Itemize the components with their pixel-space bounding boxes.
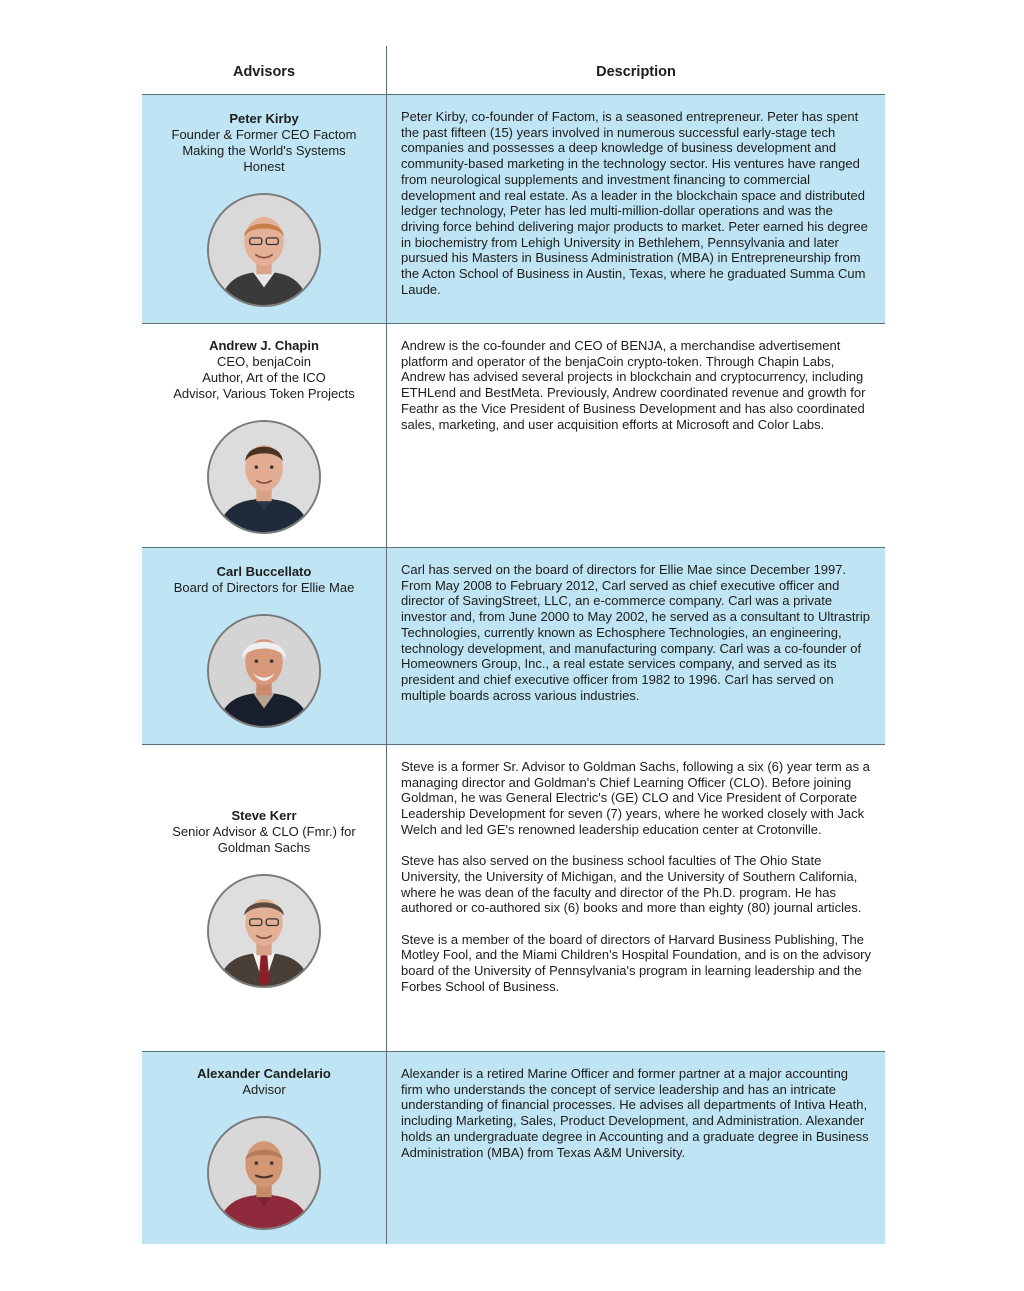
- advisor-description: [387, 95, 885, 323]
- advisor-description: [387, 1052, 885, 1244]
- portrait-icon: [209, 195, 319, 305]
- table-header: [142, 46, 885, 95]
- advisor-description: [387, 745, 885, 1051]
- advisor-name: Andrew J. Chapin: [209, 338, 319, 353]
- advisors-table: [142, 46, 885, 1244]
- advisor-title-line: Board of Directors for Ellie Mae: [173, 580, 355, 595]
- portrait-icon: [209, 422, 319, 532]
- advisor-description: [387, 324, 885, 547]
- table-row: [142, 745, 885, 1052]
- advisor-cell: [142, 324, 387, 547]
- advisor-cell: [142, 548, 387, 744]
- description-paragraph: Alexander is a retired Marine Officer and former partner at a major accounting firm who understands the concept of service leadership and has an intricate understanding of financial processes. He advises all departments of Intiva Heath, including Marketing, Sales, Product Development, and Administration. Alexander holds an undergraduate degree in Accounting and a graduate degree in Business Administration (MBA) from Texas A&M University.: [401, 1066, 869, 1160]
- portrait-icon: [209, 1118, 319, 1228]
- description-paragraph: Andrew is the co-founder and CEO of BENJA, a merchandise advertisement platform and operator of the benjaCoin crypto-token. Through Chapin Labs, Andrew has advised several projects in blockchain and cryptocurrency, including ETHLend and BestMeta. Previously, Andrew coordinated revenue and growth for Feathr as the Vice President of Business Development and has also coordinated sales, marketing, and user acquisition efforts at Microsoft and Color Labs.: [401, 338, 866, 432]
- portrait-icon: [209, 616, 319, 726]
- description-paragraph: Carl has served on the board of directors for Ellie Mae since December 1997. From May 2008 to February 2012, Carl served as chief executive officer and director of SavingStreet, LLC, an e-commerce company. Carl was a private investor and, from June 2000 to May 2002, he served as a consultant to Ultrastrip Technologies, currently known as Echosphere Technologies, an engineering, technology development, and manufacturing company. Carl was a co-founder of Homeowners Group, Inc., a real estate services company, and served as its president and chief executive officer from 1982 to 1996. Carl has served on multiple boards across various industries.: [401, 562, 870, 703]
- advisor-title-line: Advisor: [242, 1082, 286, 1097]
- advisor-photo: [207, 874, 321, 988]
- advisor-photo: [207, 420, 321, 534]
- advisor-photo: [207, 614, 321, 728]
- table-row: [142, 1052, 885, 1244]
- advisor-photo: [207, 193, 321, 307]
- advisor-cell: [142, 745, 387, 1051]
- advisor-name: Steve Kerr: [231, 808, 297, 823]
- portrait-icon: [209, 876, 319, 986]
- advisor-title-line: Goldman Sachs: [217, 840, 311, 855]
- table-row: [142, 548, 885, 745]
- advisor-title-line: Honest: [243, 159, 285, 174]
- advisor-title-line: CEO, benjaCoin: [217, 354, 311, 369]
- advisor-title-line: Advisor, Various Token Projects: [173, 386, 355, 401]
- description-paragraph: Steve is a member of the board of directors of Harvard Business Publishing, The Motley Fool, and the Miami Children's Hospital Foundation, and is on the advisory board of the University of Pennsylvania's program in learning leadership and the Forbes School of Business.: [401, 931, 871, 994]
- description-paragraph: Peter Kirby, co-founder of Factom, is a seasoned entrepreneur. Peter has spent the past fifteen (15) years involved in numerous successful early-stage tech companies and possesses a deep knowledge of business development and community-based marketing in the technology sector. His ventures have ranged from neurological supplements and investment financing to commercial development and real estate. As a leader in the blockchain space and distributed ledger technology, Peter has led multi-million-dollar operations and was the driving force behind delivering major products to market. Peter earned his degree in biochemistry from Lehigh University in Bethlehem, Pennsylvania and later pursued his Masters in Business Administration (MBA) in Entrepreneurship from the Acton School of Business in Austin, Texas, where he graduated Summa Cum Laude.: [401, 109, 868, 297]
- description-paragraph: Steve has also served on the business school faculties of The Ohio State University, the University of Michigan, and the University of Southern California, where he was dean of the faculty and director of the Ph.D. program. He has authored or co-authored six (6) books and more than eighty (80) journal articles.: [401, 853, 862, 916]
- advisor-photo: [207, 1116, 321, 1230]
- advisor-name: Alexander Candelario: [197, 1066, 331, 1081]
- advisor-description: [387, 548, 885, 744]
- advisor-title-line: Founder & Former CEO Factom: [171, 127, 357, 142]
- advisor-name: Carl Buccellato: [216, 564, 312, 579]
- table-row: [142, 95, 885, 324]
- advisor-title-line: Senior Advisor & CLO (Fmr.) for: [172, 824, 356, 839]
- advisor-title-line: Making the World's Systems: [182, 143, 346, 158]
- advisor-name: Peter Kirby: [229, 111, 299, 126]
- description-column-header: Description: [596, 64, 676, 80]
- table-row: [142, 324, 885, 548]
- advisor-title-line: Author, Art of the ICO: [202, 370, 326, 385]
- advisor-cell: [142, 1052, 387, 1244]
- advisor-cell: [142, 95, 387, 323]
- advisors-column-header: Advisors: [142, 46, 387, 94]
- description-paragraph: Steve is a former Sr. Advisor to Goldman Sachs, following a six (6) year term as a managing director and Goldman's Chief Learning Officer (CLO). Before joining Goldman, he was General Electric's (GE) CLO and Vice President of Corporate Leadership Development for seven (7) years, where he worked closely with Jack Welch and led GE's renowned leadership education center at Crotonville.: [401, 759, 870, 837]
